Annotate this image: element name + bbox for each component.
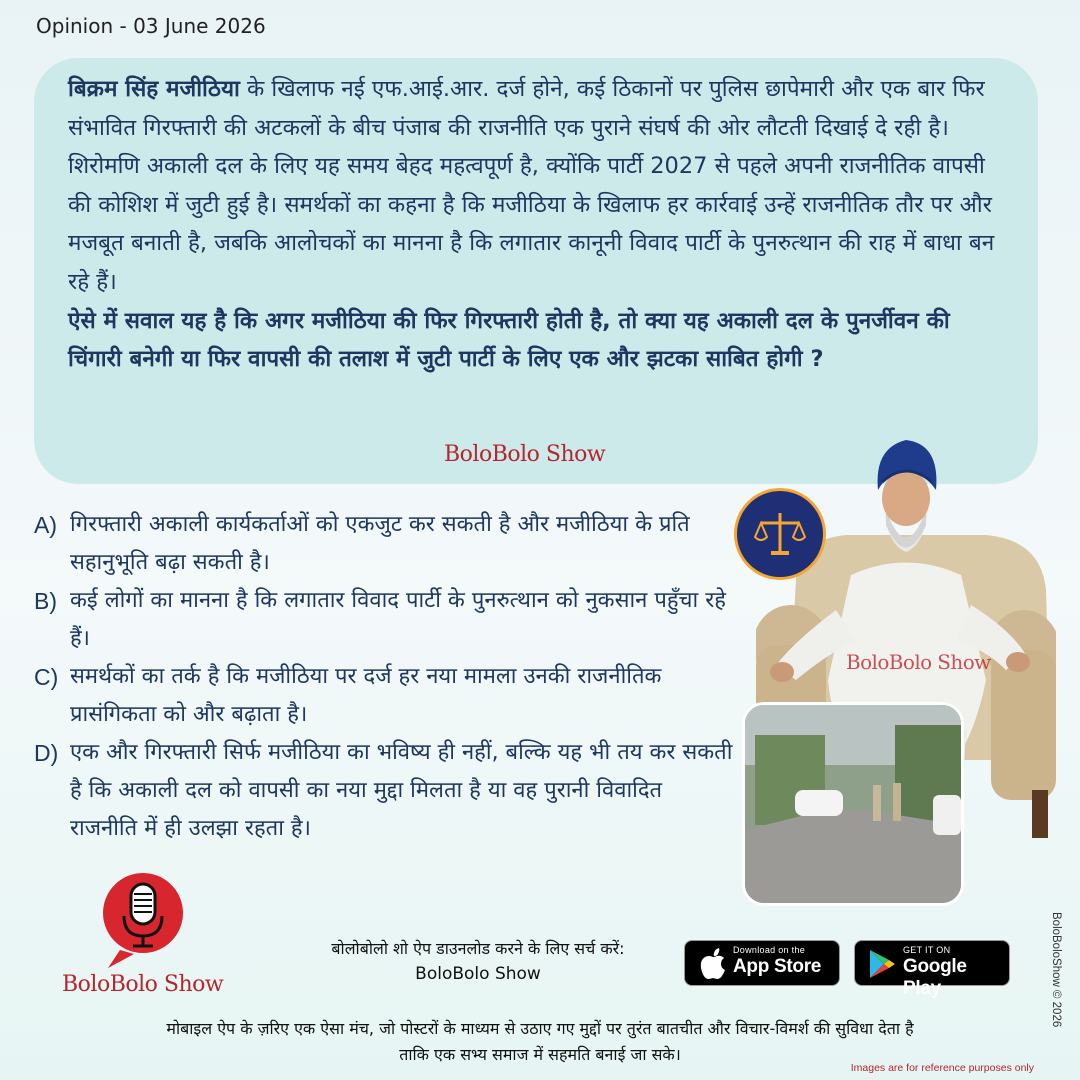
street-photo [742, 702, 964, 906]
microphone-icon [100, 870, 186, 970]
intro-body: के खिलाफ नई एफ.आई.आर. दर्ज होने, कई ठिकानों पर पुलिस छापेमारी और एक बार फिर संभावित गिरफ्तारी की अटकलों के बीच पंजाब की राजनीति एक पुराने संघर्ष की ओर लौटती दिखाई दे रही है। शिरोमणि अकाली दल के लिए यह समय बेहद महत्वपूर्ण है, क्योंकि पार्टी 2027 से पहले अपनी राजनीतिक वापसी की कोशिश में जुटी हुई है। समर्थकों का कहना है कि मजीठिया के खिलाफ हर कार्रवाई उन्हें राजनीतिक तौर पर और मजबूत बनाती है, जबकि आलोचकों का मानना है कि लगातार कानूनी विवाद पार्टी के पुनरुत्थान की राह में बाधा बन रहे हैं। [68, 76, 995, 295]
copyright-vertical: BoloBoloShow © 2026 [1050, 912, 1062, 1028]
option-text: गिरफ्तारी अकाली कार्यकर्ताओं को एकजुट कर सकती है और मजीठिया के प्रति सहानुभूति बढ़ा सकती है। [70, 512, 690, 575]
download-app-name: BoloBolo Show [415, 964, 541, 984]
app-store-small: Download on the [733, 945, 806, 955]
footer-line-2: ताकि एक सभ्य समाज में सहमति बनाई जा सके। [399, 1045, 681, 1064]
option-letter: A) [34, 512, 57, 538]
option-letter: D) [34, 740, 59, 766]
option-c[interactable] [34, 658, 734, 734]
option-text: कई लोगों का मानना है कि लगातार विवाद पार्टी के पुनरुत्थान को नुकसान पहुँचा रहे हैं। [70, 588, 726, 651]
google-play-icon [867, 948, 897, 980]
apple-icon [699, 948, 727, 980]
intro-name: बिक्रम सिंह मजीठिया [68, 76, 240, 102]
intro-card [34, 58, 1038, 484]
date-line: Opinion - 03 June 2026 [36, 14, 266, 38]
footer-line-1: मोबाइल ऐप के ज़रिए एक ऐसा मंच, जो पोस्टरों के माध्यम से उठाए गए मुद्दों पर तुरंत बातचीत और विचार-विमर्श की सुविधा देता है [166, 1019, 914, 1038]
app-store-big: App Store [733, 956, 822, 977]
option-b[interactable] [34, 582, 734, 658]
watermark-text: BoloBolo Show [846, 650, 991, 674]
google-play-small: GET IT ON [903, 945, 951, 955]
option-letter: B) [34, 588, 57, 614]
options-list [34, 506, 734, 848]
footer-text [40, 1016, 1040, 1068]
intro-text [68, 70, 1008, 302]
brand-wordmark: BoloBolo Show [444, 442, 606, 467]
option-a[interactable] [34, 506, 734, 582]
download-prompt: बोलोबोलो शो ऐप डाउनलोड करने के लिए सर्च करें: [331, 939, 625, 958]
intro-question: ऐसे में सवाल यह है कि अगर मजीठिया की फिर गिरफ्तारी होती है, तो क्या यह अकाली दल के पुनर्जीवन की चिंगारी बनेगी या फिर वापसी की तलाश में जुटी पार्टी के लिए एक और झटका साबित होगी ? [68, 307, 950, 373]
option-d[interactable] [34, 734, 734, 848]
image-disclaimer: Images are for reference purposes only [850, 1062, 1034, 1074]
brand-logo-text: BoloBolo Show [62, 972, 224, 997]
google-play-button[interactable] [854, 940, 1010, 999]
option-text: एक और गिरफ्तारी सिर्फ मजीठिया का भविष्य ही नहीं, बल्कि यह भी तय कर सकती है कि अकाली दल को वापसी का नया मुद्दा मिलता है या वह पुरानी विवादित राजनीति में ही उलझा रहता है। [70, 740, 733, 841]
scales-of-justice-icon [734, 488, 826, 580]
option-letter: C) [34, 664, 59, 690]
option-text: समर्थकों का तर्क है कि मजीठिया पर दर्ज हर नया मामला उनकी राजनीतिक प्रासंगिकता को और बढ़ाता है। [70, 664, 662, 727]
google-play-big: Google Play [903, 956, 967, 999]
app-store-button[interactable] [684, 940, 840, 986]
